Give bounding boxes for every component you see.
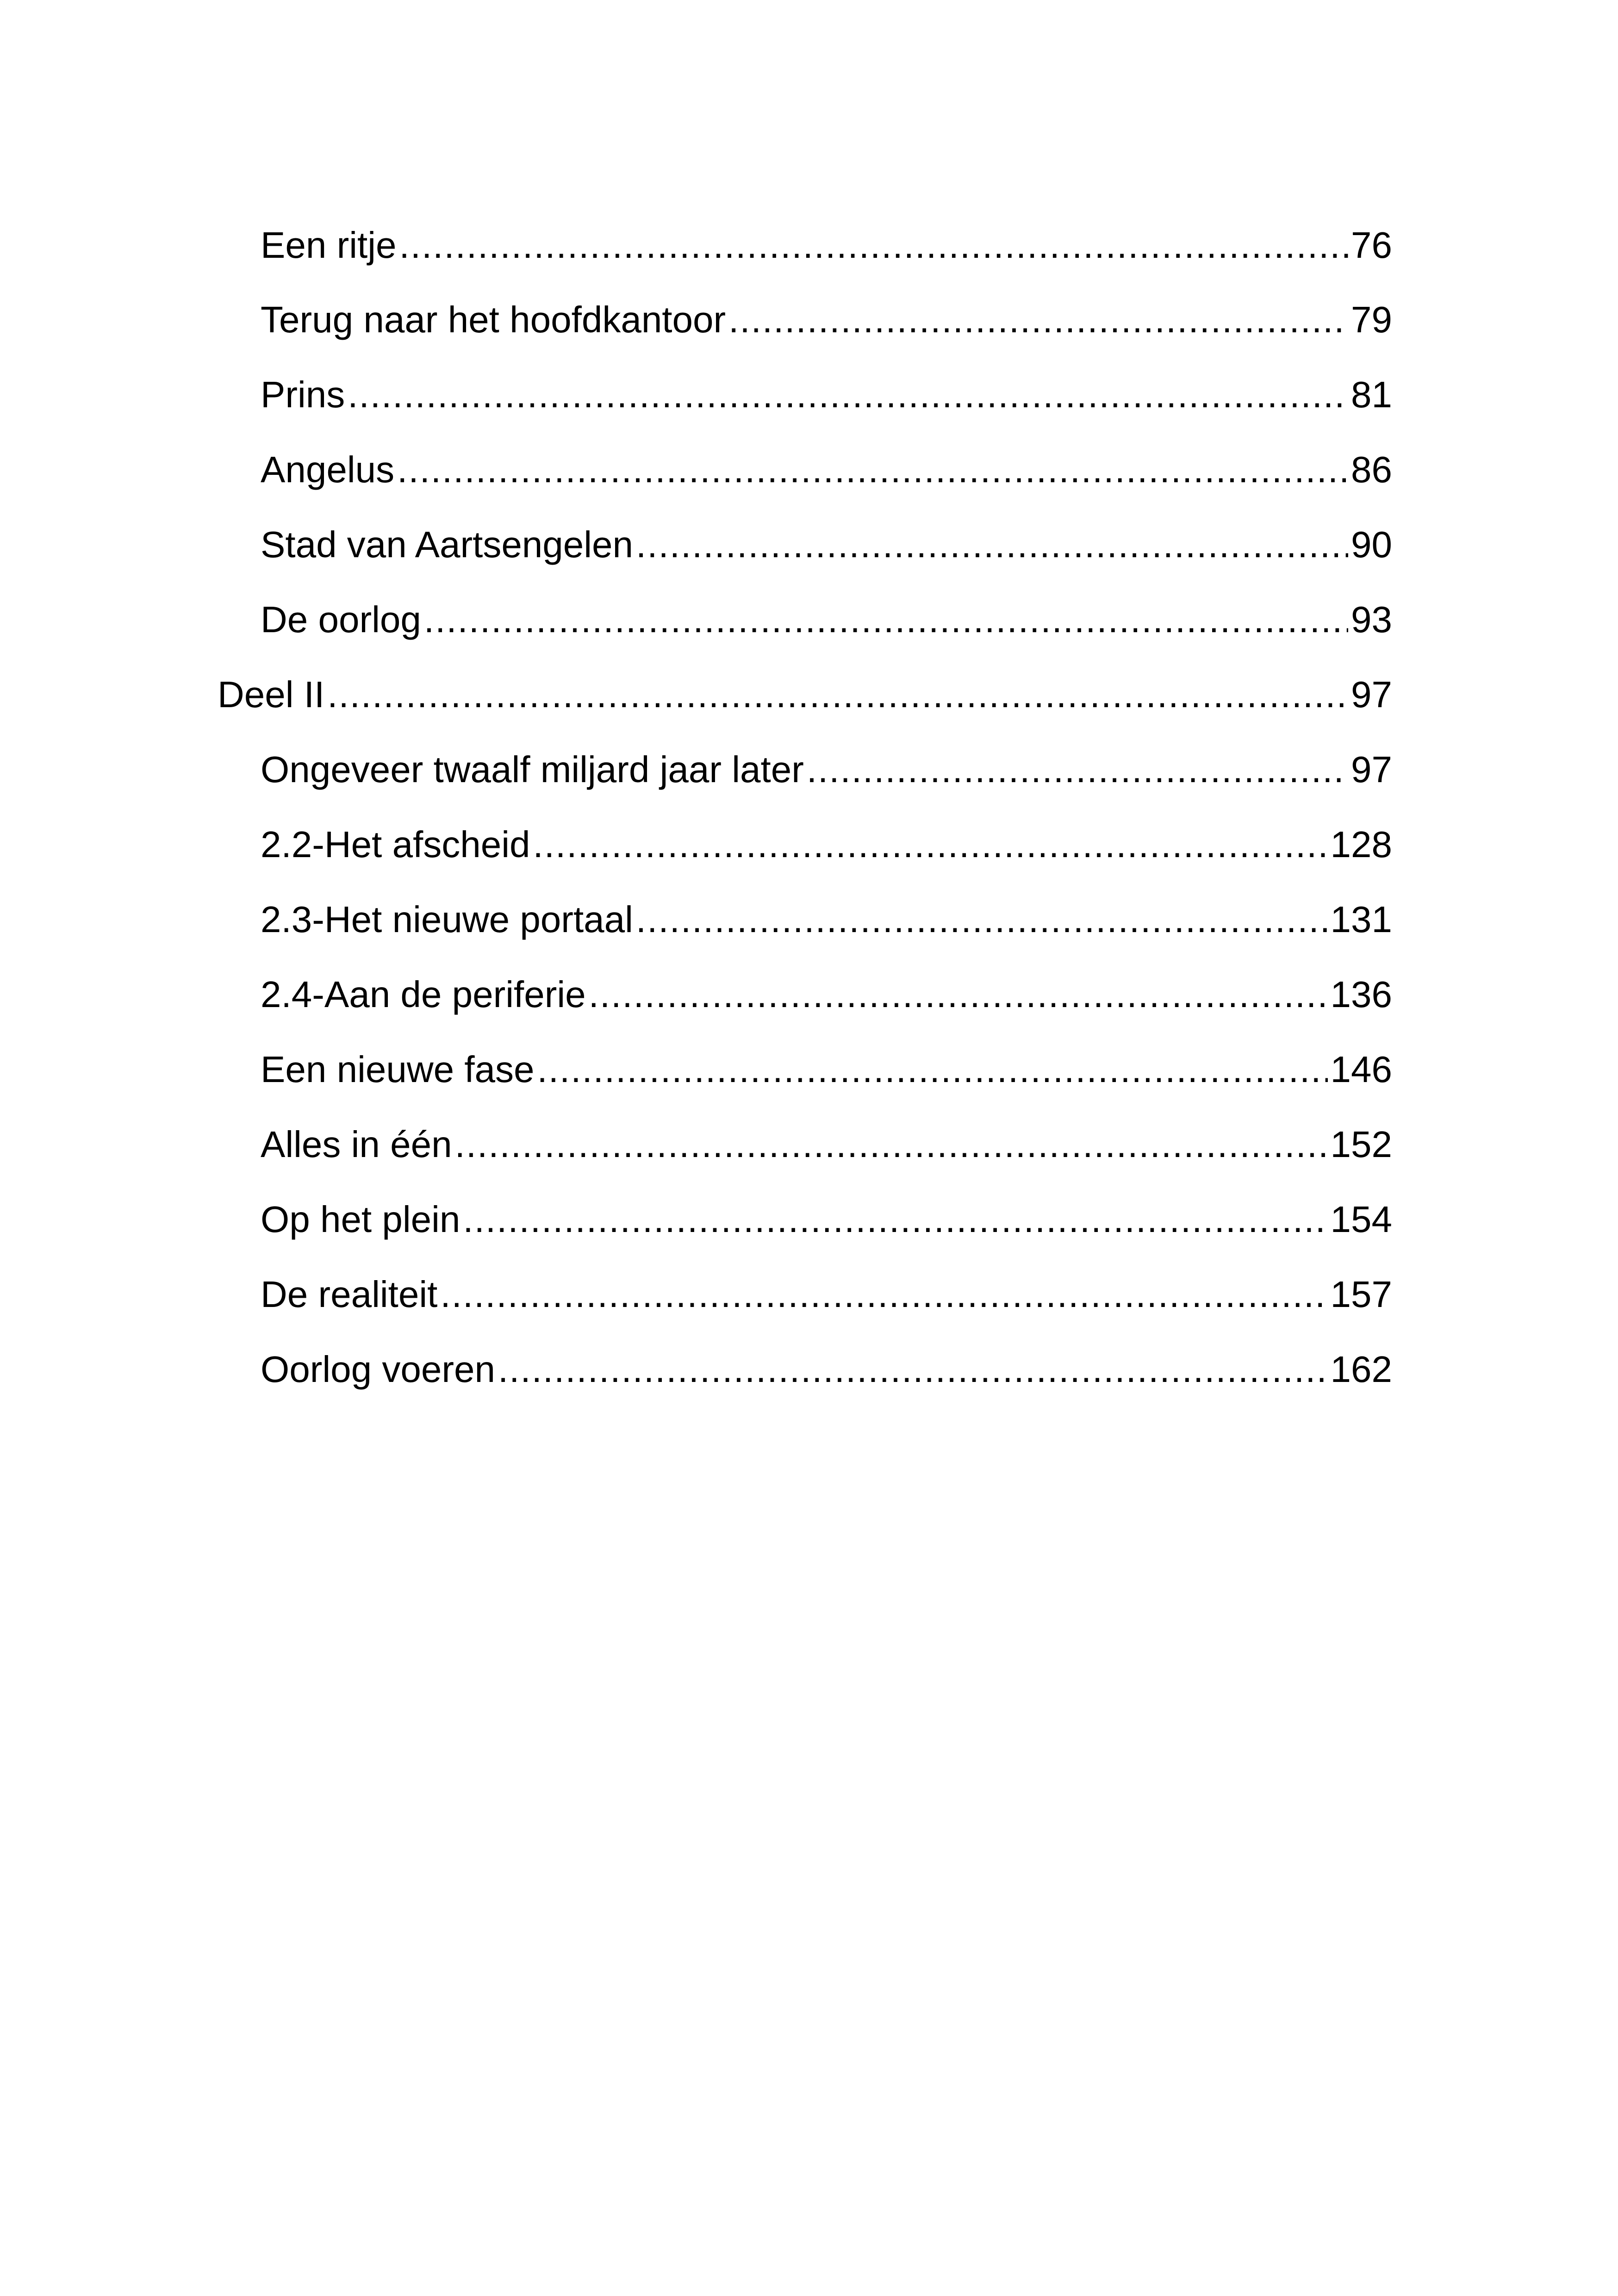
toc-entry (261, 1271, 1392, 1318)
toc-entry-title: Deel II (218, 674, 325, 715)
toc-entry-title: 2.4-Aan de periferie (261, 974, 586, 1015)
toc-entry-title: Op het plein (261, 1199, 461, 1240)
toc-entry (261, 222, 1392, 268)
toc-dot-leader (807, 747, 1348, 793)
toc-entry-title: Alles in één (261, 1124, 452, 1165)
toc-entry-title: De oorlog (261, 599, 421, 640)
toc-entry-page: 146 (1330, 1049, 1392, 1090)
toc-entry-title: Een ritje (261, 224, 397, 266)
toc-dot-leader (728, 297, 1348, 343)
toc-entry-page: 79 (1351, 299, 1392, 340)
toc-entry-title: Terug naar het hoofdkantoor (261, 299, 726, 340)
toc-dot-leader (399, 222, 1348, 268)
toc-entry-page: 81 (1351, 374, 1392, 415)
toc-dot-leader (533, 821, 1328, 868)
toc-entry-page: 76 (1351, 224, 1392, 266)
toc-entry-title: Een nieuwe fase (261, 1049, 535, 1090)
toc-entry (261, 522, 1392, 568)
toc-entry (261, 447, 1392, 493)
toc-entry-title: De realiteit (261, 1274, 438, 1315)
toc-entry-page: 131 (1330, 899, 1392, 940)
toc-entry (261, 297, 1392, 343)
toc-entry-page: 128 (1330, 824, 1392, 865)
toc-entry-title: Prins (261, 374, 345, 415)
toc-dot-leader (589, 971, 1328, 1018)
toc-entry-title: Stad van Aartsengelen (261, 524, 634, 565)
toc-entry-title: 2.3-Het nieuwe portaal (261, 899, 633, 940)
toc-entry-page: 152 (1330, 1124, 1392, 1165)
toc-entry-page: 97 (1351, 674, 1392, 715)
toc-dot-leader (327, 672, 1348, 718)
toc-dot-leader (397, 447, 1348, 493)
toc-dot-leader (348, 372, 1348, 418)
toc-entry-page: 157 (1330, 1274, 1392, 1315)
toc-dot-leader (455, 1121, 1328, 1168)
toc-entry (261, 896, 1392, 943)
toc-entry (261, 1046, 1392, 1093)
toc-entry-title: Oorlog voeren (261, 1349, 495, 1390)
toc-entry-page: 93 (1351, 599, 1392, 640)
toc-dot-leader (424, 597, 1348, 643)
toc-entry (261, 971, 1392, 1018)
toc-entry (261, 372, 1392, 418)
toc-entry (261, 1121, 1392, 1168)
toc-entry-page: 136 (1330, 974, 1392, 1015)
toc-entry (261, 1346, 1392, 1393)
toc-entry-page: 86 (1351, 449, 1392, 490)
toc-dot-leader (463, 1196, 1327, 1243)
toc-entry-title: Angelus (261, 449, 395, 490)
toc-entry-title: 2.2-Het afscheid (261, 824, 530, 865)
toc-entry (261, 747, 1392, 793)
toc-entry-title: Ongeveer twaalf miljard jaar later (261, 749, 804, 790)
toc-entry (261, 597, 1392, 643)
toc-entry-page: 97 (1351, 749, 1392, 790)
toc-dot-leader (440, 1271, 1327, 1318)
toc-entry-page: 154 (1330, 1199, 1392, 1240)
toc-dot-leader (636, 896, 1328, 943)
toc-entry (261, 1196, 1392, 1243)
toc-dot-leader (537, 1046, 1328, 1093)
toc-entry-page: 162 (1330, 1349, 1392, 1390)
toc-entry-page: 90 (1351, 524, 1392, 565)
toc-dot-leader (498, 1346, 1328, 1393)
toc-entry (261, 821, 1392, 868)
toc-entry-part (218, 672, 1392, 718)
toc-dot-leader (636, 522, 1348, 568)
